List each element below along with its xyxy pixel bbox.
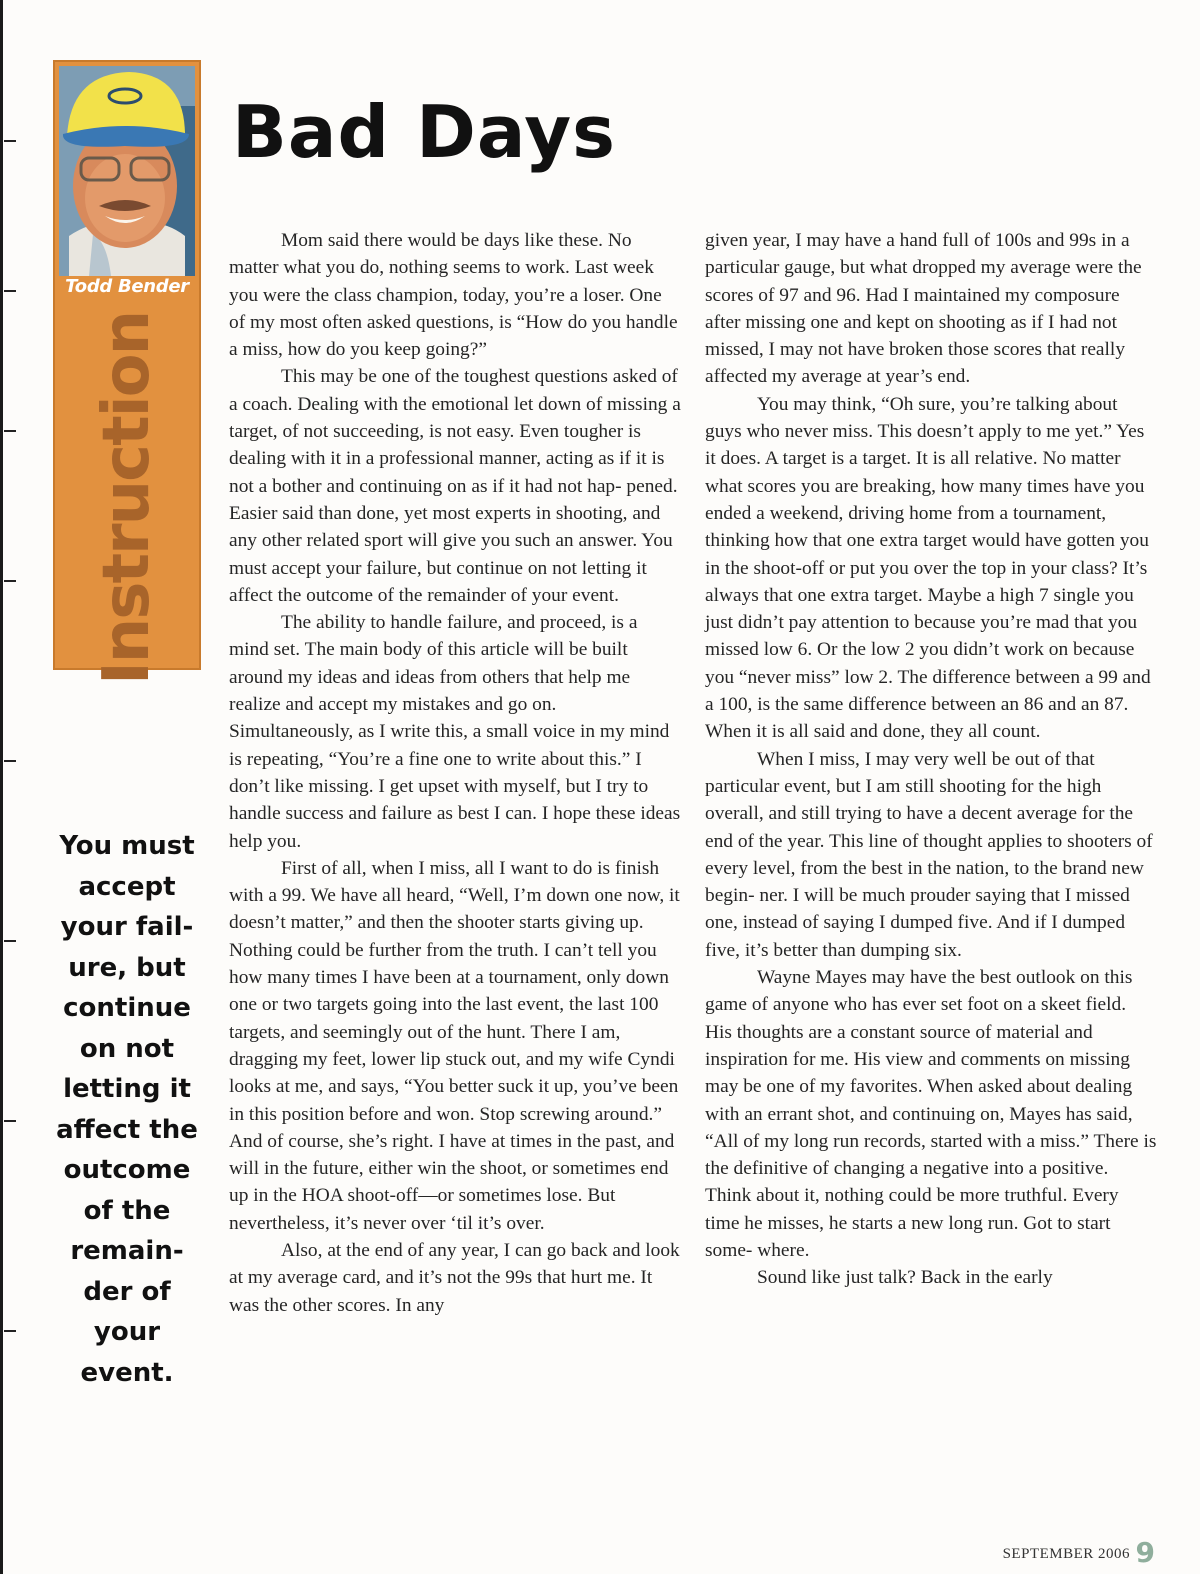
instruction-sidebar [53,60,201,685]
paragraph-continued: given year, I may have a hand full of 100s and 99s in a particular gauge, but what dropped my average were the scores of 97 and 96. Had I maintained my composure after missing one and kept on shooting as if I had not missed, I may not have broken those scores that really affected my average at year’s end. [705,230,1142,388]
author-photo [59,66,195,276]
binding-mark [4,290,16,292]
author-portrait-image [59,66,195,276]
paragraph: This may be one of the toughest questions asked of a coach. Dealing with the emotional let down of missing a target, of not succeeding, is not easy. Even tougher is dealing with it in a professional manner, acting as if it is not a bother and continuing on as if it had not hap- pened. Easier said than done, yet most experts in shooting, and any other related sport will give you such an answer. You must accept your failure, but continue on not letting it affect the outcome of the remainder of your event. [229,366,681,606]
author-name: Todd Bender [65,276,189,297]
issue-date: SEPTEMBER 2006 [1002,1546,1130,1562]
binding-mark [4,1330,16,1332]
page-edge [0,0,3,1574]
article-column-2 [705,227,1157,1292]
binding-mark [4,940,16,942]
section-label: Instruction [90,311,164,685]
pull-quote: You must accept your fail- ure, but continue on not letting it affect the outcome of the remain- der of your event. [56,831,198,1388]
paragraph: The ability to handle failure, and proceed, is a mind set. The main body of this article will be built around my ideas and ideas from others that help me realize and accept my mistakes and go on. Simultaneously, as I write this, a small voice in my mind is repeating, “You’re a fine one to write about this.” I don’t like missing. I get upset with myself, but I try to handle success and failure as best I can. I hope these ideas help you. [229,612,681,852]
binding-mark [4,140,16,142]
paragraph: Sound like just talk? Back in the early [757,1267,1053,1289]
binding-mark [4,1120,16,1122]
binding-mark [4,580,16,582]
article-column-1 [229,227,681,1319]
binding-mark [4,430,16,432]
article-title: Bad Days [232,90,616,174]
paragraph: Also, at the end of any year, I can go back and look at my average card, and it’s not the 99s that hurt me. It was the other scores. In any [229,1239,680,1316]
paragraph: Mom said there would be days like these. No matter what you do, nothing seems to work. Last week you were the class champion, today, you’re a loser. One of my most often asked questions, is “How do you handle a miss, how do you keep going?” [229,230,678,361]
paragraph: You may think, “Oh sure, you’re talking about guys who never miss. This doesn’t apply to me yet.” Yes it does. A target is a target. It is all relative. No matter what scores you are breaking, how many times have you ended a weekend, driving home from a tournament, thinking how that one extra target would have gotten you in the shoot-off or put you over the top in your class? It’s always that one extra target. Maybe a high 7 single you just didn’t pay attention to because you’re mad that you missed low 6. Or the low 2 you didn’t work on because you “never miss” low 2. The difference between a 99 and a 100, is the same difference between an 86 and an 87. When it is all said and done, they all count. [705,393,1151,743]
paragraph: First of all, when I miss, all I want to do is finish with a 99. We have all heard, “Well, I’m down one now, it doesn’t matter,” and then the shooter starts giving up. Nothing could be further from the truth. I can’t tell you how many times I have been at a tournament, only down one or two targets going into the last event, the last 100 targets, and seemingly out of the hunt. There I am, dragging my feet, lower lip stuck out, and my wife Cyndi looks at me, and says, “You better suck it up, you’ve been in this position before and won. Stop screwing around.” And of course, she’s right. I have at times in the past, and will in the future, either win the shoot, or sometimes end up in the HOA shoot-off—or sometimes lose. But nevertheless, it’s never over ‘til it’s over. [229,857,680,1234]
paragraph: Wayne Mayes may have the best outlook on this game of anyone who has ever set foot on a skeet field. His thoughts are a constant source of material and inspiration for me. His view and comments on missing may be one of my favorites. When asked about dealing with an errant shot, and continuing on, Mayes has said, “All of my long run records, started with a miss.” There is the definitive of changing a negative into a positive. Think about it, nothing could be more truthful. Every time he misses, he starts a new long run. Got to start some- where. [705,967,1157,1261]
page-number: 9 [1135,1536,1155,1569]
paragraph: When I miss, I may very well be out of that particular event, but I am still shooting for the high overall, and still trying to have a decent average for the end of the year. This line of thought applies to shooters of every level, from the best in the nation, to the brand new begin- ner. I will be much prouder saying that I missed one, instead of saying I dumped five. And if I dumped five, it’s better than dumping six. [705,748,1153,961]
binding-mark [4,760,16,762]
